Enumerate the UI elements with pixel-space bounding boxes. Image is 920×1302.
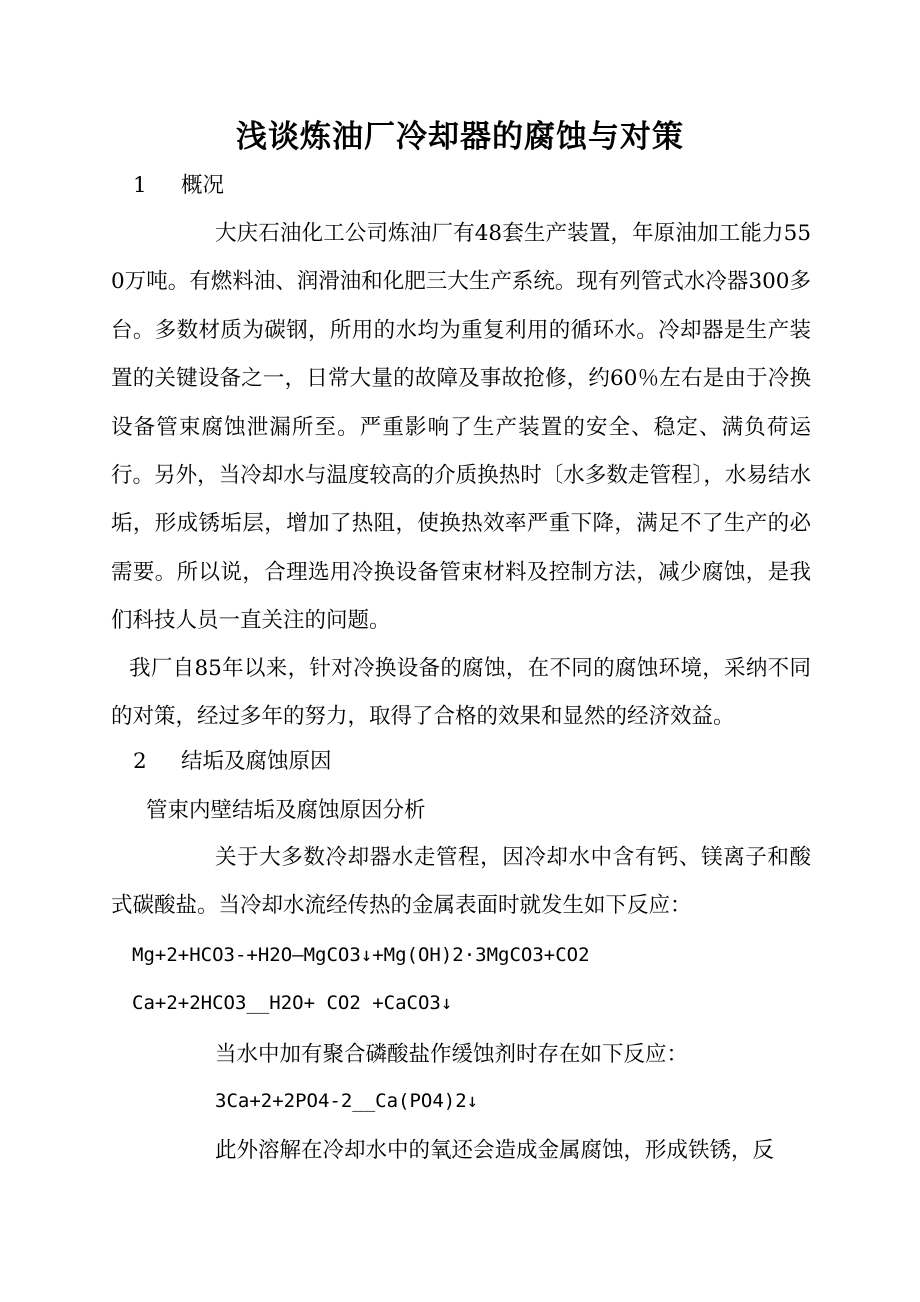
section-2-title: 结垢及腐蚀原因 xyxy=(181,749,332,774)
section-1-number: 1 xyxy=(133,173,147,198)
document-title: 浅谈炼油厂冷却器的腐蚀与对策 xyxy=(236,119,684,155)
section-2-heading xyxy=(111,747,332,777)
section-2-number: 2 xyxy=(133,749,147,774)
section-2-paragraph-1: 关于大多数冷却器水走管程，因冷却水中含有钙、镁离子和酸式碳酸盐。当冷却水流经传热的金属表面时就发生如下反应： xyxy=(111,845,811,919)
formula-magnesium: Mg+2+HCO3-+H2O—MgCO3↓+Mg(OH)2·3MgCO3+CO2 xyxy=(132,944,590,966)
formula-phosphate: 3Ca+2+2PO4-2__Ca(PO4)2↓ xyxy=(215,1090,479,1112)
section-2-paragraph-3: 此外溶解在冷却水中的氧还会造成金属腐蚀，形成铁锈，反 xyxy=(215,1138,775,1163)
section-1-paragraph-2: 我厂自85年以来，针对冷换设备的腐蚀，在不同的腐蚀环境，采纳不同的对策，经过多年的努力，取得了合格的效果和显然的经济效益。 xyxy=(111,656,811,730)
section-1-paragraph-1: 大庆石油化工公司炼油厂有48套生产装置，年原油加工能力550万吨。有燃料油、润滑油和化肥三大生产系统。现有列管式水冷器300多台。多数材质为碳钢，所用的水均为重复利用的循环水。冷却器是生产装置的关键设备之一，日常大量的故障及事故抢修，约60％左右是由于冷换设备管束腐蚀泄漏所至。严重影响了生产装置的安全、稳定、满负荷运行。另外，当冷却水与温度较高的介质换热时〔水多数走管程〕，水易结水垢，形成锈垢层，增加了热阻，使换热效率严重下降，满足不了生产的必需要。所以说，合理选用冷换设备管束材料及控制方法，减少腐蚀，是我们科技人员一直关注的问题。 xyxy=(111,221,811,634)
section-2-paragraph-2: 当水中加有聚合磷酸盐作缓蚀剂时存在如下反应： xyxy=(215,1042,689,1067)
section-2-subheading: 管束内壁结垢及腐蚀原因分析 xyxy=(146,798,426,823)
section-1-title: 概况 xyxy=(181,173,225,198)
formula-calcium: Ca+2+2HCO3__H2O+ CO2 +CaCO3↓ xyxy=(132,992,453,1014)
section-1-heading xyxy=(111,171,224,201)
